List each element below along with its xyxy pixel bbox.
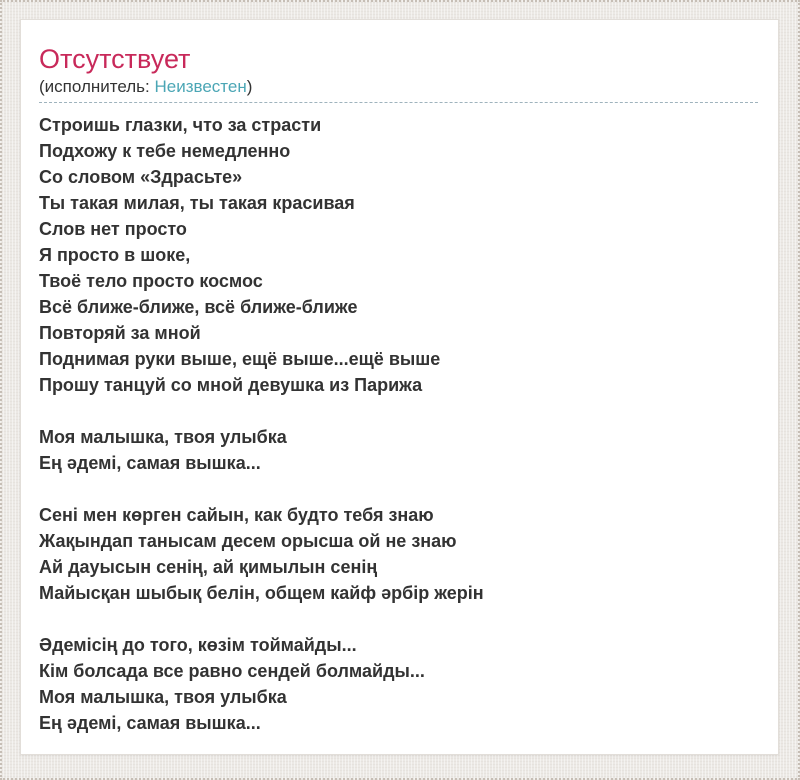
lyric-line (39, 398, 758, 424)
lyric-line (39, 606, 758, 632)
lyric-line: Повторяй за мной (39, 323, 201, 343)
lyric-line: Ай дауысын сенің, ай қимылын сенің (39, 557, 378, 577)
lyric-line: Строишь глазки, что за страсти (39, 115, 322, 135)
artist-link[interactable]: Неизвестен (154, 77, 247, 96)
lyric-line: Прошу танцуй со мной девушка из Парижа (39, 375, 423, 395)
song-subtitle (39, 76, 758, 97)
song-title: Отсутствует (39, 44, 191, 74)
lyric-line: Ты такая милая, ты такая красивая (39, 193, 355, 213)
lyric-line: Майысқан шыбық белін, общем кайф әрбір жерін (39, 583, 484, 603)
lyric-line: Слов нет просто (39, 219, 187, 239)
lyric-line: Я просто в шоке, (39, 245, 191, 265)
lyric-line: Жақындап танысам десем орысша ой не знаю (39, 531, 457, 551)
lyric-line (39, 476, 758, 502)
lyric-line: Сені мен көрген сайын, как будто тебя знаю (39, 505, 434, 525)
lyric-line: Кім болсада все равно сендей болмайды... (39, 661, 425, 681)
lyrics-block (39, 112, 758, 736)
lyric-line: Всё ближе-ближе, всё ближе-ближе (39, 297, 358, 317)
lyric-line: Моя малышка, твоя улыбка (39, 687, 287, 707)
artist-label-prefix: (исполнитель: (39, 77, 155, 96)
lyric-line: Поднимая руки выше, ещё выше...ещё выше (39, 349, 441, 369)
lyric-line: Ең әдемі, самая вышка... (39, 453, 261, 473)
lyric-line: Моя малышка, твоя улыбка (39, 427, 287, 447)
lyric-line: Ең әдемі, самая вышка... (39, 713, 261, 733)
lyric-line: Әдемісің до того, көзім тоймайды... (39, 635, 357, 655)
lyric-line: Твоё тело просто космос (39, 271, 263, 291)
artist-label-suffix: ) (246, 77, 253, 96)
song-header (39, 44, 758, 103)
lyrics-card (20, 19, 779, 755)
lyric-line: Подхожу к тебе немедленно (39, 141, 291, 161)
lyric-line: Со словом «Здрасьте» (39, 167, 243, 187)
